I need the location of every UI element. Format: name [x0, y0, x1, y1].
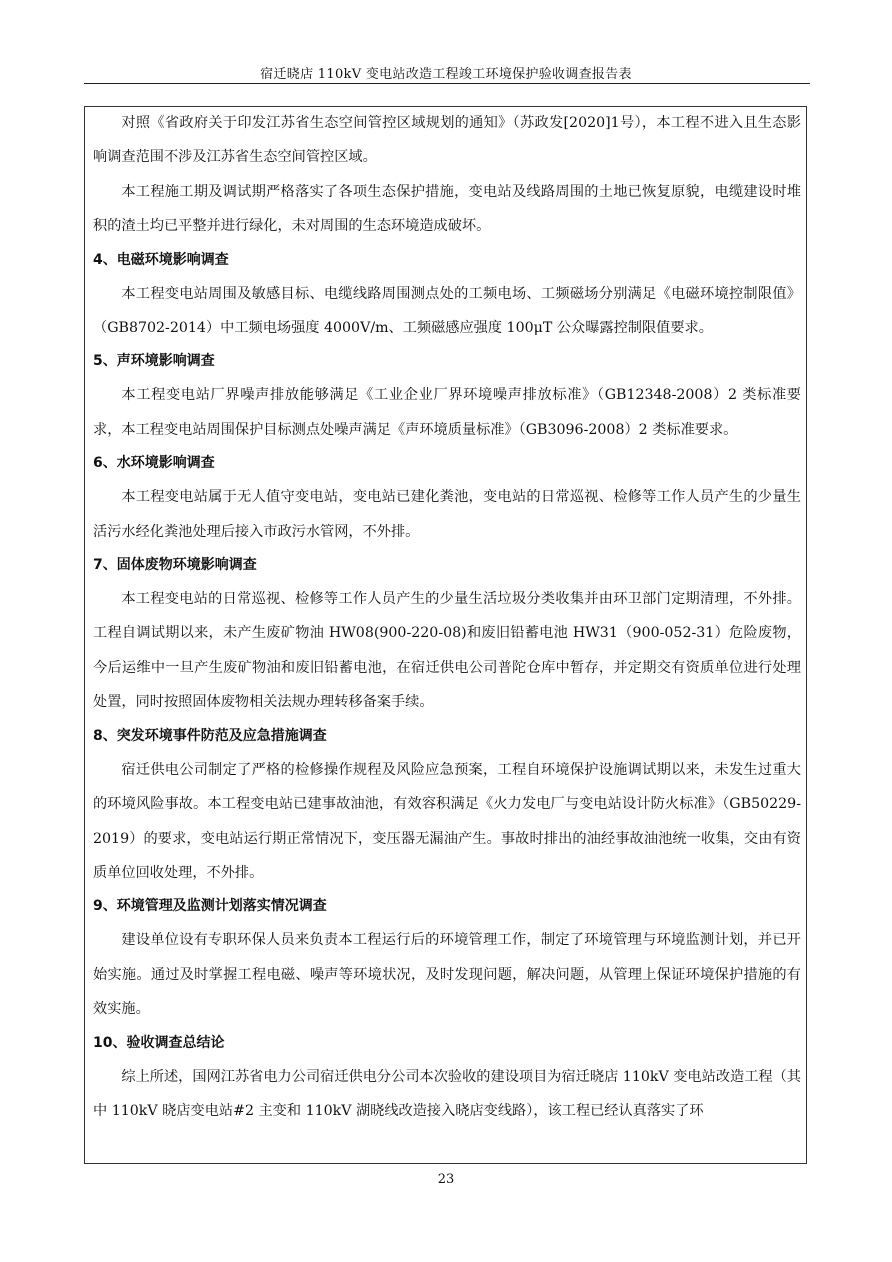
paragraph-conclusion: 综上所述，国网江苏省电力公司宿迁供电分公司本次验收的建设项目为宿迁晓店 110kV 变电站改造工程（其中 110kV 晓店变电站#2 主变和 110kV 湖晓线改造接入晓店变线路），该工程已经认真落实了环 — [93, 1068, 801, 1119]
heading-electromagnetic: 4、电磁环境影响调查 — [93, 251, 229, 268]
paragraph-water: 本工程变电站属于无人值守变电站，变电站已建化粪池，变电站的日常巡视、检修等工作人员产生的少量生活污水经化粪池处理后接入市政污水管网，不外排。 — [93, 489, 801, 540]
heading-emergency: 8、突发环境事件防范及应急措施调查 — [93, 727, 327, 744]
paragraph-ecological-measures: 本工程施工期及调试期严格落实了各项生态保护措施，变电站及线路周围的土地已恢复原貌，电缆建设时堆积的渣土均已平整并进行绿化，未对周围的生态环境造成破坏。 — [93, 183, 801, 235]
report-body — [93, 106, 801, 1128]
heading-solid-waste: 7、固体废物环境影响调查 — [93, 557, 257, 574]
paragraph-ecological-zone: 对照《省政府关于印发江苏省生态空间管控区域规划的通知》（苏政发[2020]1号），本工程不进入且生态影响调查范围不涉及江苏省生态空间管控区域。 — [93, 115, 801, 166]
page-number: 23 — [437, 1172, 455, 1187]
heading-acoustic: 5、声环境影响调查 — [93, 353, 215, 370]
heading-conclusion: 10、验收调查总结论 — [93, 1034, 225, 1051]
paragraph-management: 建设单位设有专职环保人员来负责本工程运行后的环境管理工作，制定了环境管理与环境监测计划，并已开始实施。通过及时掌握工程电磁、噪声等环境状况，及时发现问题，解决问题，从管理上保证环境保护措施的有效实施。 — [93, 932, 801, 1018]
paragraph-solid-waste: 本工程变电站的日常巡视、检修等工作人员产生的少量生活垃圾分类收集并由环卫部门定期清理，不外排。工程自调试期以来，未产生废矿物油 HW08(900-220-08)和废旧铅蓄电池 HW31（900-052-31）危险废物，今后运维中一旦产生废矿物油和废旧铅蓄电池，在宿迁供电公司普陀仓库中暂存，并定期交有资质单位进行处理处置，同时按照固体废物相关法规办理转移备案手续。 — [93, 591, 801, 711]
paragraph-electromagnetic: 本工程变电站周围及敏感目标、电缆线路周围测点处的工频电场、工频磁场分别满足《电磁环境控制限值》（GB8702-2014）中工频电场强度 4000V/m、工频磁感应强度 100μT 公众曝露控制限值要求。 — [93, 285, 801, 337]
paragraph-emergency: 宿迁供电公司制定了严格的检修操作规程及风险应急预案，工程自环境保护设施调试期以来，未发生过重大的环境风险事故。本工程变电站已建事故油池，有效容积满足《火力发电厂与变电站设计防火标准》（GB50229-2019）的要求，变电站运行期正常情况下，变压器无漏油产生。事故时排出的油经事故油池统一收集，交由有资质单位回收处理，不外排。 — [93, 761, 801, 881]
heading-management: 9、环境管理及监测计划落实情况调查 — [93, 898, 327, 915]
heading-water: 6、水环境影响调查 — [93, 455, 215, 472]
header-divider — [84, 83, 810, 84]
report-header-title: 宿迁晓店 110kV 变电站改造工程竣工环境保护验收调查报告表 — [260, 67, 632, 82]
paragraph-acoustic: 本工程变电站厂界噪声排放能够满足《工业企业厂界环境噪声排放标准》（GB12348-2008）2 类标准要求，本工程变电站周围保护目标测点处噪声满足《声环境质量标准》（GB3096-2008）2 类标准要求。 — [93, 387, 801, 438]
